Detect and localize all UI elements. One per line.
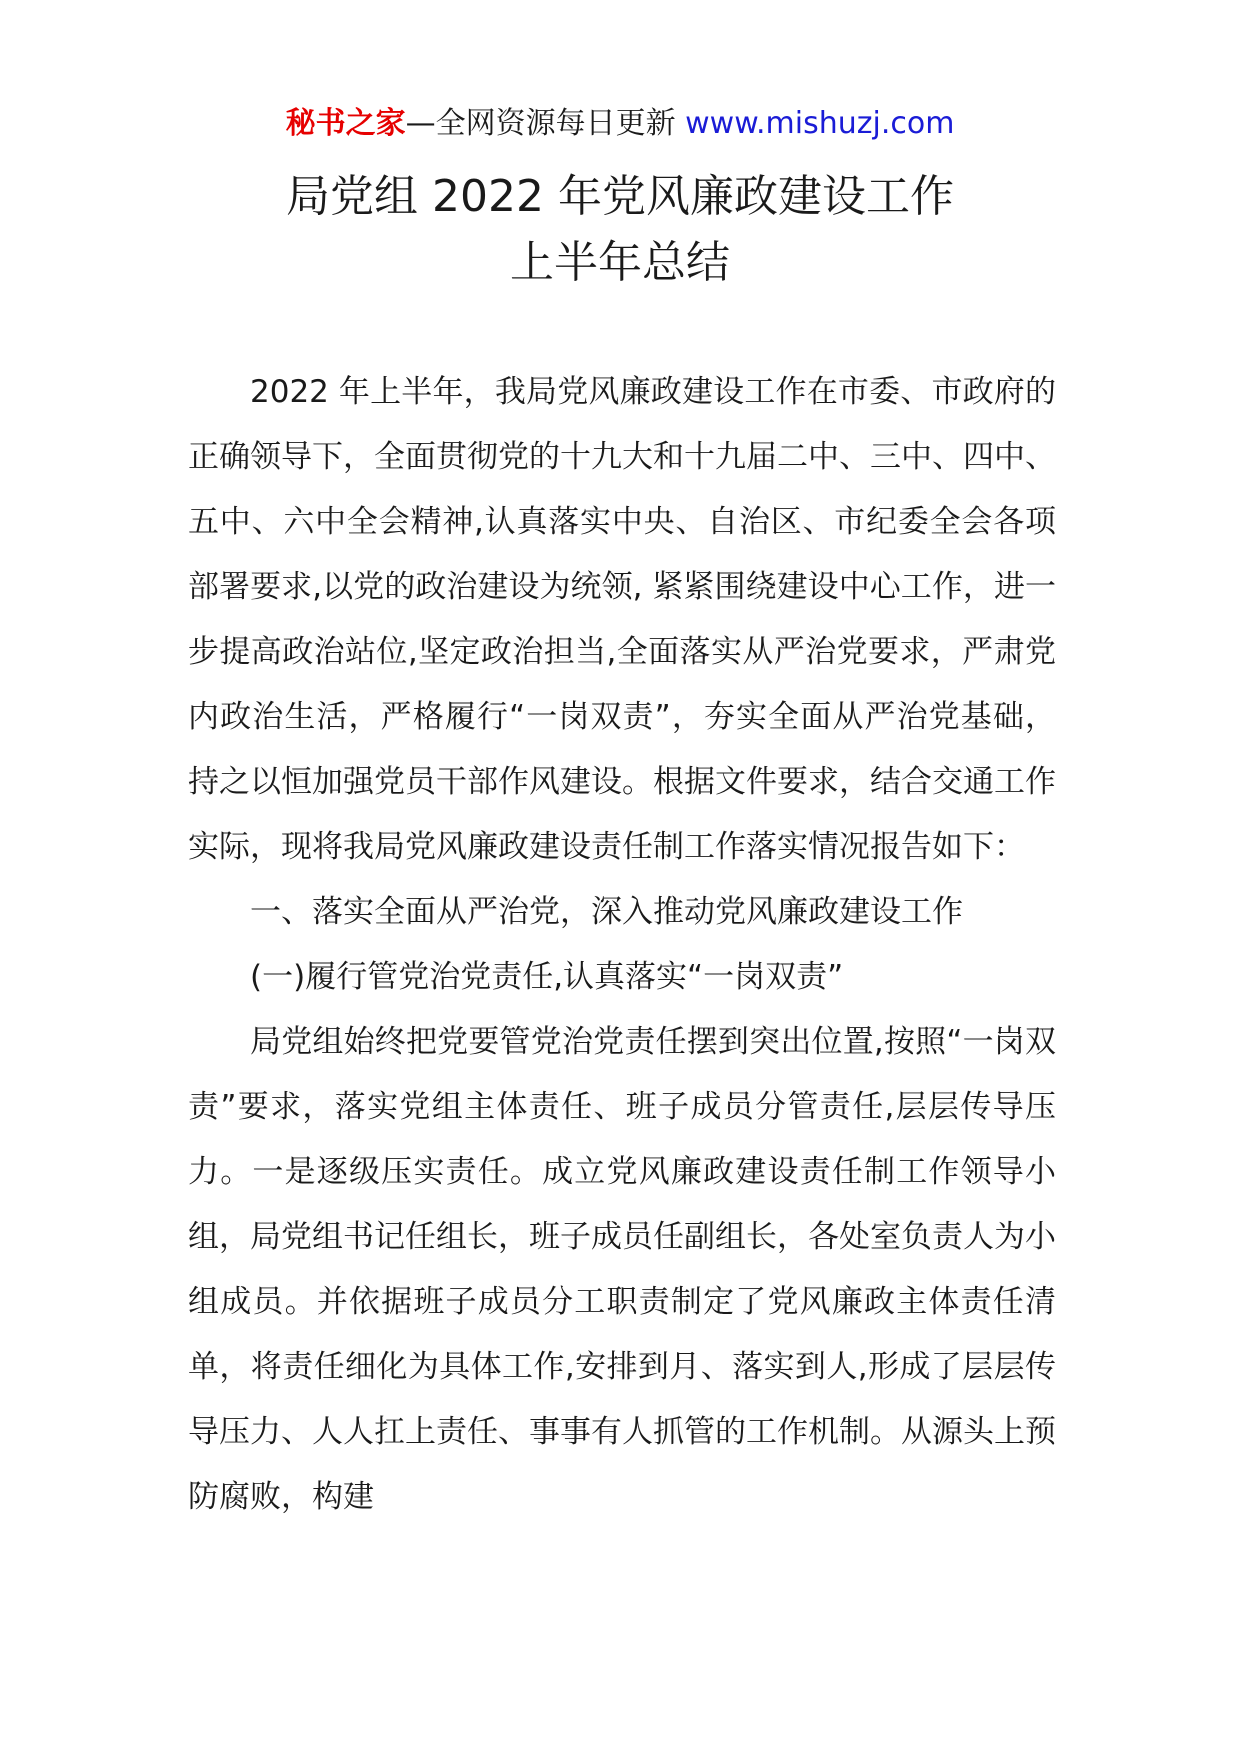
- title-line-1: 局党组 2022 年党风廉政建设工作: [286, 171, 954, 222]
- subsection-heading-1: (一)履行管党治党责任,认真落实“一岗双责”: [250, 959, 844, 995]
- intro-paragraph: 2022 年上半年，我局党风廉政建设工作在市委、市政府的正确领导下，全面贯彻党的十九大和十九届二中、三中、四中、五中、六中全会精神,认真落实中央、自治区、市纪委全会各项部署要求,以党的政治建设为统领, 紧紧围绕建设中心工作，进一步提高政治站位,坚定政治担当,全面落实从严治党要求，严肃党内政治生活，严格履行“一岗双责”，夯实全面从严治党基础，持之以恒加强党员干部作风建设。根据文件要求，结合交通工作实际，现将我局党风廉政建设责任制工作落实情况报告如下：: [188, 374, 1056, 865]
- header-tagline: —全网资源每日更新: [405, 106, 686, 141]
- document-title: [0, 164, 1240, 296]
- section-heading-1: 一、落实全面从严治党，深入推动党风廉政建设工作: [250, 894, 963, 930]
- document-body: [188, 360, 1056, 1530]
- site-header: [0, 104, 1240, 144]
- brand-name: 秘书之家: [285, 106, 406, 141]
- title-line-2: 上半年总结: [510, 237, 730, 288]
- body-paragraph: 局党组始终把党要管党治党责任摆到突出位置,按照“一岗双责”要求，落实党组主体责任、班子成员分管责任,层层传导压力。一是逐级压实责任。成立党风廉政建设责任制工作领导小组，局党组书记任组长，班子成员任副组长，各处室负责人为小组成员。并依据班子成员分工职责制定了党风廉政主体责任清单，将责任细化为具体工作,安排到月、落实到人,形成了层层传导压力、人人扛上责任、事事有人抓管的工作机制。从源头上预防腐败，构建: [188, 1024, 1056, 1515]
- site-url-link[interactable]: www.mishuzj.com: [685, 106, 955, 141]
